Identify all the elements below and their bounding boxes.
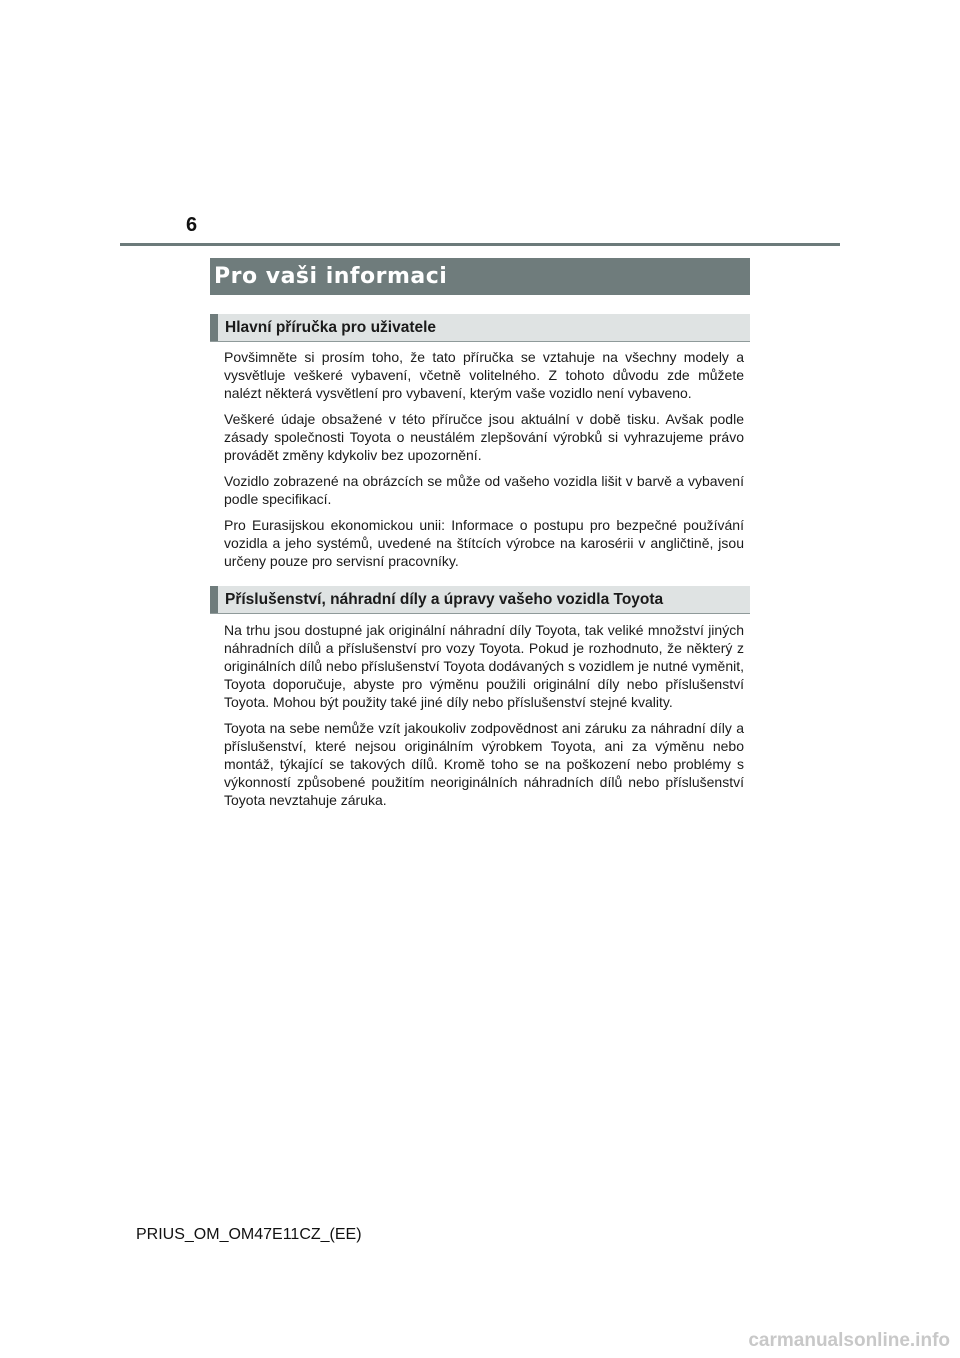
section-heading-label: Hlavní příručka pro uživatele xyxy=(225,318,437,336)
header-rule xyxy=(120,243,840,246)
watermark: carmanualsonline.info xyxy=(748,1330,950,1351)
section-accent-bar xyxy=(210,586,218,613)
section-heading-accessories xyxy=(210,586,750,614)
paragraph: Toyota na sebe nemůže vzít jakoukoliv zodpovědnost ani záruku za náhradní díly a příslušenství, které nejsou originálním výrobkem Toyota, ani za výměnu nebo montáž, týkající se takových dílů. Kromě toho se na poškození nebo problémy s výkonností způsobené použitím neoriginálních náhradních dílů nebo příslušenství Toyota nevztahuje záruka. xyxy=(224,720,744,808)
section-accent-bar xyxy=(210,314,218,341)
paragraph: Pro Eurasijskou ekonomickou unii: Informace o postupu pro bezpečné používání vozidla a jeho systémů, uvedené na štítcích výrobce na karosérii v angličtině, jsou určeny pouze pro servisní pracovníky. xyxy=(224,517,744,569)
section-heading-label: Příslušenství, náhradní díly a úpravy vašeho vozidla Toyota xyxy=(225,590,664,608)
paragraph: Vozidlo zobrazené na obrázcích se může od vašeho vozidla lišit v barvě a vybavení podle specifikací. xyxy=(224,473,744,507)
section-heading-main-manual xyxy=(210,314,750,342)
section-body-accessories xyxy=(224,621,744,817)
page-title: Pro vaši informaci xyxy=(214,264,448,289)
page-title-bar xyxy=(210,258,750,295)
document-code: PRIUS_OM_OM47E11CZ_(EE) xyxy=(136,1226,362,1243)
section-body-main-manual xyxy=(224,348,744,578)
paragraph: Veškeré údaje obsažené v této příručce jsou aktuální v době tisku. Avšak podle zásady společnosti Toyota o neustálém zlepšování výrobků si vyhrazujeme právo provádět změny kdykoliv bez upozornění. xyxy=(224,411,744,463)
paragraph: Na trhu jsou dostupné jak originální náhradní díly Toyota, tak veliké množství jiných náhradních dílů a příslušenství pro vozy Toyota. Pokud je rozhodnuto, že některý z originálních dílů nebo příslušenství Toyota dodávaných s vozidlem je nutné vyměnit, Toyota doporučuje, abyste pro výměnu použili originální díly nebo příslušenství Toyota. Mohou být použity také jiné díly nebo příslušenství stejné kvality. xyxy=(224,622,744,710)
paragraph: Povšimněte si prosím toho, že tato příručka se vztahuje na všechny modely a vysvětluje veškeré vybavení, včetně volitelného. Z tohoto důvodu zde můžete nalézt některá vysvětlení pro vybavení, kterým vaše vozidlo není vybaveno. xyxy=(224,349,744,401)
page-number: 6 xyxy=(186,214,198,236)
